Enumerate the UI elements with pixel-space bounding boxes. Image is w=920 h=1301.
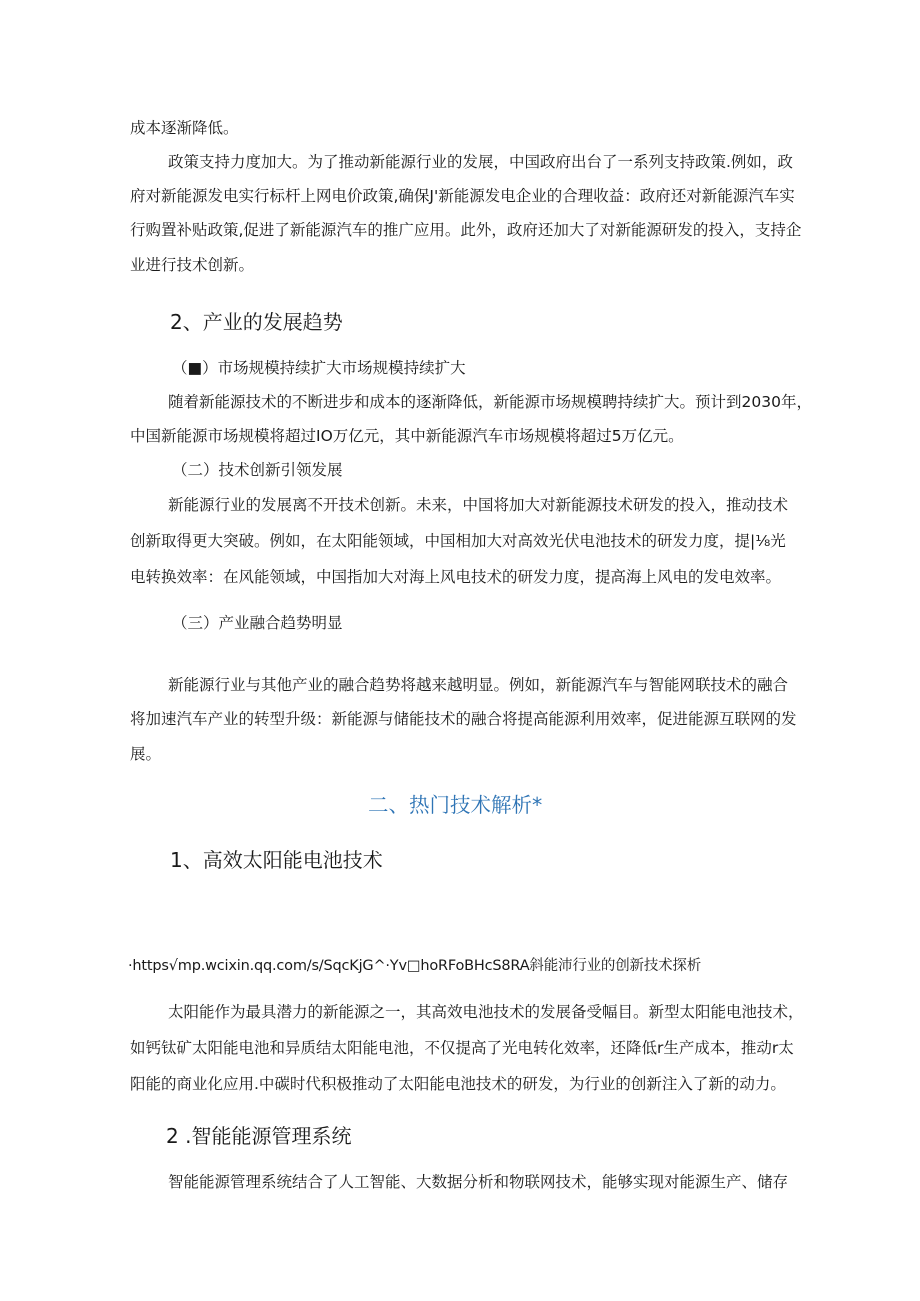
paragraph-line: 业进行技术创新。 bbox=[130, 256, 255, 274]
paragraph-line: 电转换效率：在风能领域，中国指加大对海上风电技术的研发力度，提高海上风电的发电效率。 bbox=[130, 568, 782, 586]
section-heading: 2 .智能能源管理系统 bbox=[166, 1124, 352, 1148]
paragraph-line: 行购置补贴政策,促进了新能源汽车的推广应用。此外，政府还加大了对新能源研发的投入，支持企 bbox=[130, 221, 802, 239]
paragraph-line: 将加速汽车产业的转型升级：新能源与储能技术的融合将提高能源利用效率，促进能源互联网的发 bbox=[130, 710, 797, 728]
subsection-heading: （二）技术创新引领发展 bbox=[172, 461, 343, 479]
chapter-heading: 二、热门技术解析* bbox=[368, 793, 543, 817]
paragraph-line: 阳能的商业化应用.中碳时代积极推动了太阳能电池技术的研发，为行业的创新注入了新的动力。 bbox=[130, 1075, 786, 1093]
paragraph-line: 府对新能源发电实行标杆上网电价政策,确保J'新能源发电企业的合理收益：政府还对新能源汽车实 bbox=[130, 187, 795, 205]
section-heading: 1、高效太阳能电池技术 bbox=[170, 848, 383, 872]
subsection-heading: （三）产业融合趋势明显 bbox=[172, 614, 343, 632]
subsection-heading: （■）市场规模持续扩大市场规模持续扩大 bbox=[172, 359, 466, 377]
paragraph-line: 随着新能源技术的不断进步和成本的逐渐降低，新能源市场规模聘持续扩大。预计到2030年， bbox=[168, 393, 812, 411]
paragraph-line: 展。 bbox=[130, 745, 162, 763]
paragraph-line: 太阳能作为最具潜力的新能源之一，其高效电池技术的发展备受幅目。新型太阳能电池技术， bbox=[168, 1003, 804, 1021]
paragraph-line: 智能能源管理系统结合了人工智能、大数据分析和物联网技术，能够实现对能源生产、储存 bbox=[168, 1173, 789, 1191]
text-line: 成本逐渐降低。 bbox=[130, 119, 239, 137]
paragraph-line: 创新取得更大突破。例如，在太阳能领域，中国相加大对高效光伏电池技术的研发力度，提|⅛光 bbox=[130, 532, 786, 550]
paragraph-line: 新能源行业与其他产业的融合趋势将越来越明显。例如，新能源汽车与智能网联技术的融合 bbox=[168, 676, 789, 694]
paragraph-line: 新能源行业的发展离不开技术创新。未来，中国将加大对新能源技术研发的投入，推动技术 bbox=[168, 496, 789, 514]
paragraph-line: 中国新能源市场规模将超过IO万亿元，其中新能源汽车市场规模将超过5万亿元。 bbox=[130, 427, 684, 445]
paragraph-line: 政策支持力度加大。为了推动新能源行业的发展，中国政府出台了一系列支持政策.例如，政 bbox=[168, 153, 793, 171]
section-heading: 2、产业的发展趋势 bbox=[170, 310, 343, 334]
paragraph-line: 如钙钛矿太阳能电池和异质结太阳能电池，不仅提高了光电转化效率，还降低r生产成本，推动r太 bbox=[130, 1039, 794, 1057]
source-link[interactable]: ·https√mp.wcixin.qq.com/s/SqcKjG^·Yv□hoRFoBHcS8RA斜能沛行业的创新技术探析 bbox=[128, 958, 702, 974]
